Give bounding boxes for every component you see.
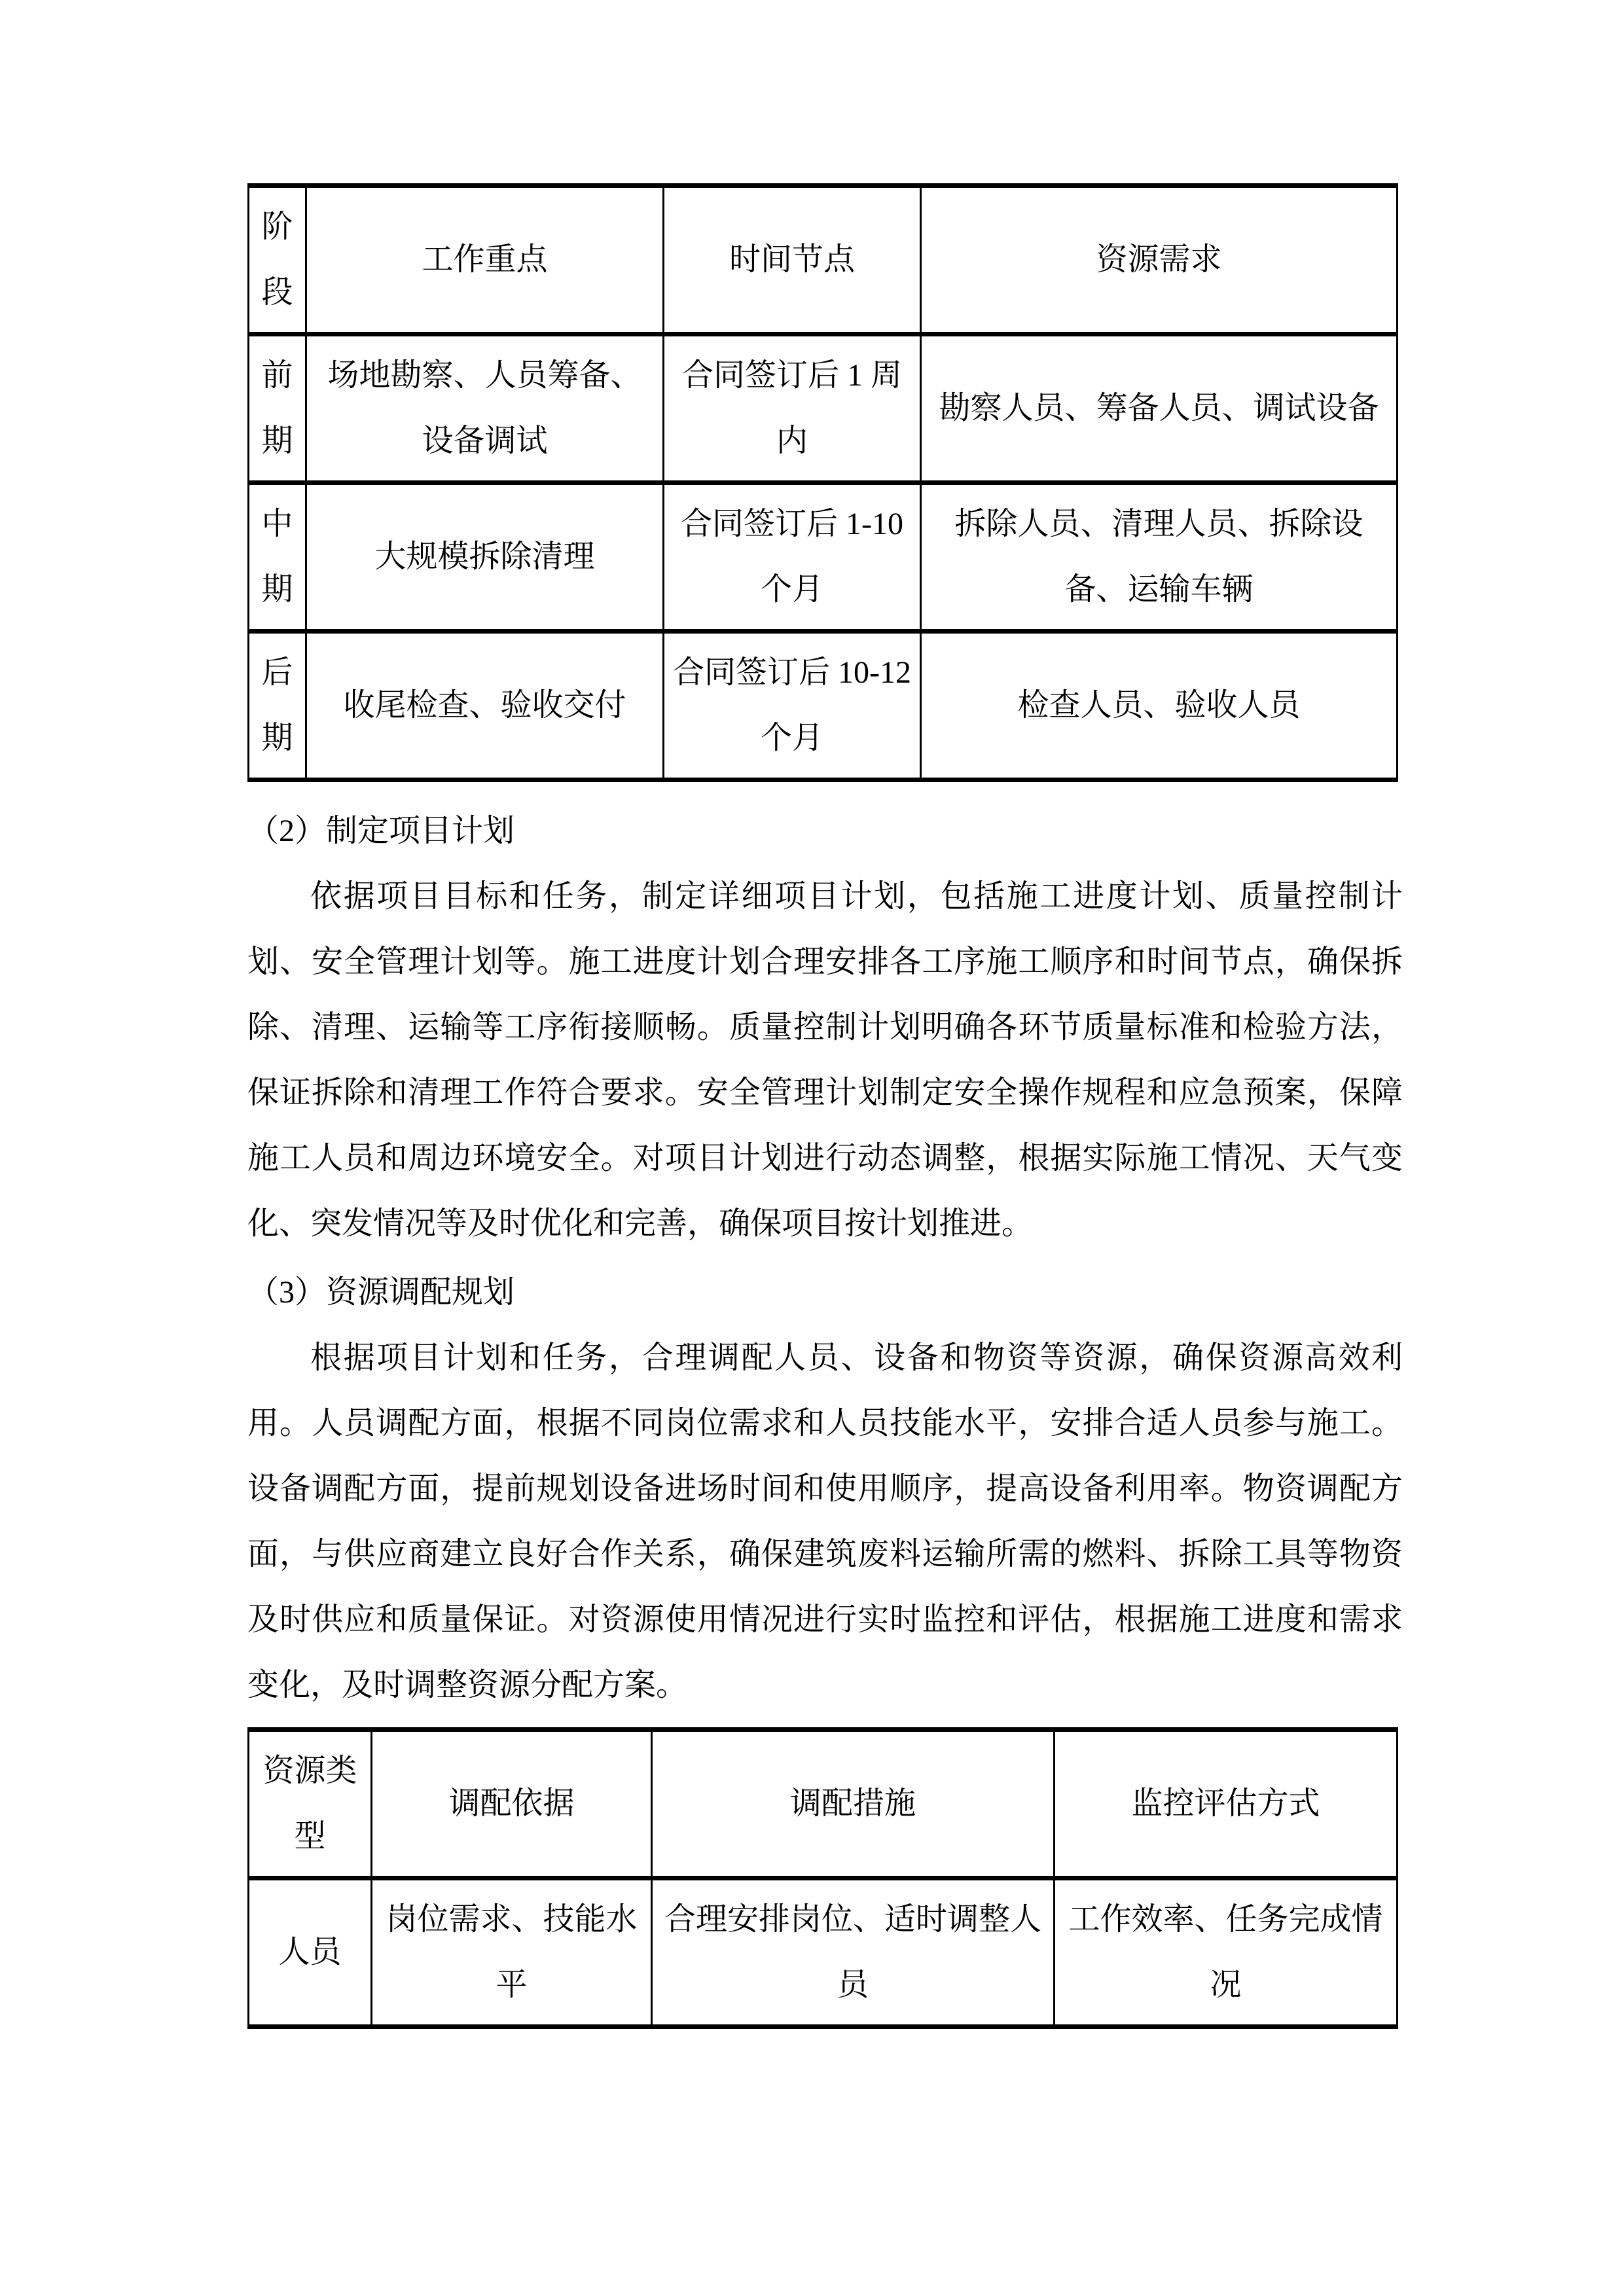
cell-work-focus: 收尾检查、验收交付 bbox=[306, 632, 664, 780]
col-header-resource-need: 资源需求 bbox=[921, 186, 1398, 334]
section-paragraph-2: 依据项目目标和任务，制定详细项目计划，包括施工进度计划、质量控制计划、安全管理计划等。施工进度计划合理安排各工序施工顺序和时间节点，确保拆除、清理、运输等工序衔接顺畅。质量控制计划明确各环节质量标准和检验方法，保证拆除和清理工作符合要求。安全管理计划制定安全操作规程和应急预案，保障施工人员和周边环境安全。对项目计划进行动态调整，根据实际施工情况、天气变化、突发情况等及时优化和完善，确保项目按计划推进。 bbox=[247, 879, 1403, 1241]
cell-stage: 中期 bbox=[249, 483, 306, 632]
section-heading-3: （3）资源调配规划 bbox=[247, 1275, 515, 1310]
cell-resource-need: 检查人员、验收人员 bbox=[921, 632, 1398, 780]
cell-time-node: 合同签订后 1-10 个月 bbox=[664, 483, 921, 632]
col-header-monitoring-method: 监控评估方式 bbox=[1055, 1730, 1398, 1878]
col-header-allocation-basis: 调配依据 bbox=[372, 1730, 652, 1878]
cell-time-node: 合同签订后 1 周内 bbox=[664, 334, 921, 483]
cell-work-focus: 场地勘察、人员筹备、设备调试 bbox=[306, 334, 664, 483]
cell-stage: 前期 bbox=[249, 334, 306, 483]
cell-monitoring-method: 工作效率、任务完成情况 bbox=[1055, 1878, 1398, 2027]
table-header-row bbox=[249, 1730, 1398, 1878]
resource-allocation-table bbox=[247, 1727, 1398, 2029]
col-header-allocation-measures: 调配措施 bbox=[652, 1730, 1055, 1878]
table-row bbox=[249, 334, 1398, 483]
col-header-time-node: 时间节点 bbox=[664, 186, 921, 334]
section-heading-2: （2）制定项目计划 bbox=[247, 814, 515, 848]
section-paragraph-3: 根据项目计划和任务，合理调配人员、设备和物资等资源，确保资源高效利用。人员调配方面，根据不同岗位需求和人员技能水平，安排合适人员参与施工。设备调配方面，提前规划设备进场时间和使用顺序，提高设备利用率。物资调配方面，与供应商建立良好合作关系，确保建筑废料运输所需的燃料、拆除工具等物资及时供应和质量保证。对资源使用情况进行实时监控和评估，根据施工进度和需求变化，及时调整资源分配方案。 bbox=[247, 1340, 1403, 1702]
col-header-stage: 阶段 bbox=[249, 186, 306, 334]
phase-schedule-table bbox=[247, 183, 1398, 782]
table-header-row bbox=[249, 186, 1398, 334]
cell-work-focus: 大规模拆除清理 bbox=[306, 483, 664, 632]
cell-resource-type: 人员 bbox=[249, 1878, 372, 2027]
table-row bbox=[249, 1878, 1398, 2027]
cell-stage: 后期 bbox=[249, 632, 306, 780]
col-header-resource-type: 资源类型 bbox=[249, 1730, 372, 1878]
table-row bbox=[249, 632, 1398, 780]
cell-resource-need: 勘察人员、筹备人员、调试设备 bbox=[921, 334, 1398, 483]
cell-resource-need: 拆除人员、清理人员、拆除设备、运输车辆 bbox=[921, 483, 1398, 632]
cell-time-node: 合同签订后 10-12 个月 bbox=[664, 632, 921, 780]
cell-allocation-measures: 合理安排岗位、适时调整人员 bbox=[652, 1878, 1055, 2027]
cell-allocation-basis: 岗位需求、技能水平 bbox=[372, 1878, 652, 2027]
col-header-work-focus: 工作重点 bbox=[306, 186, 664, 334]
table-row bbox=[249, 483, 1398, 632]
